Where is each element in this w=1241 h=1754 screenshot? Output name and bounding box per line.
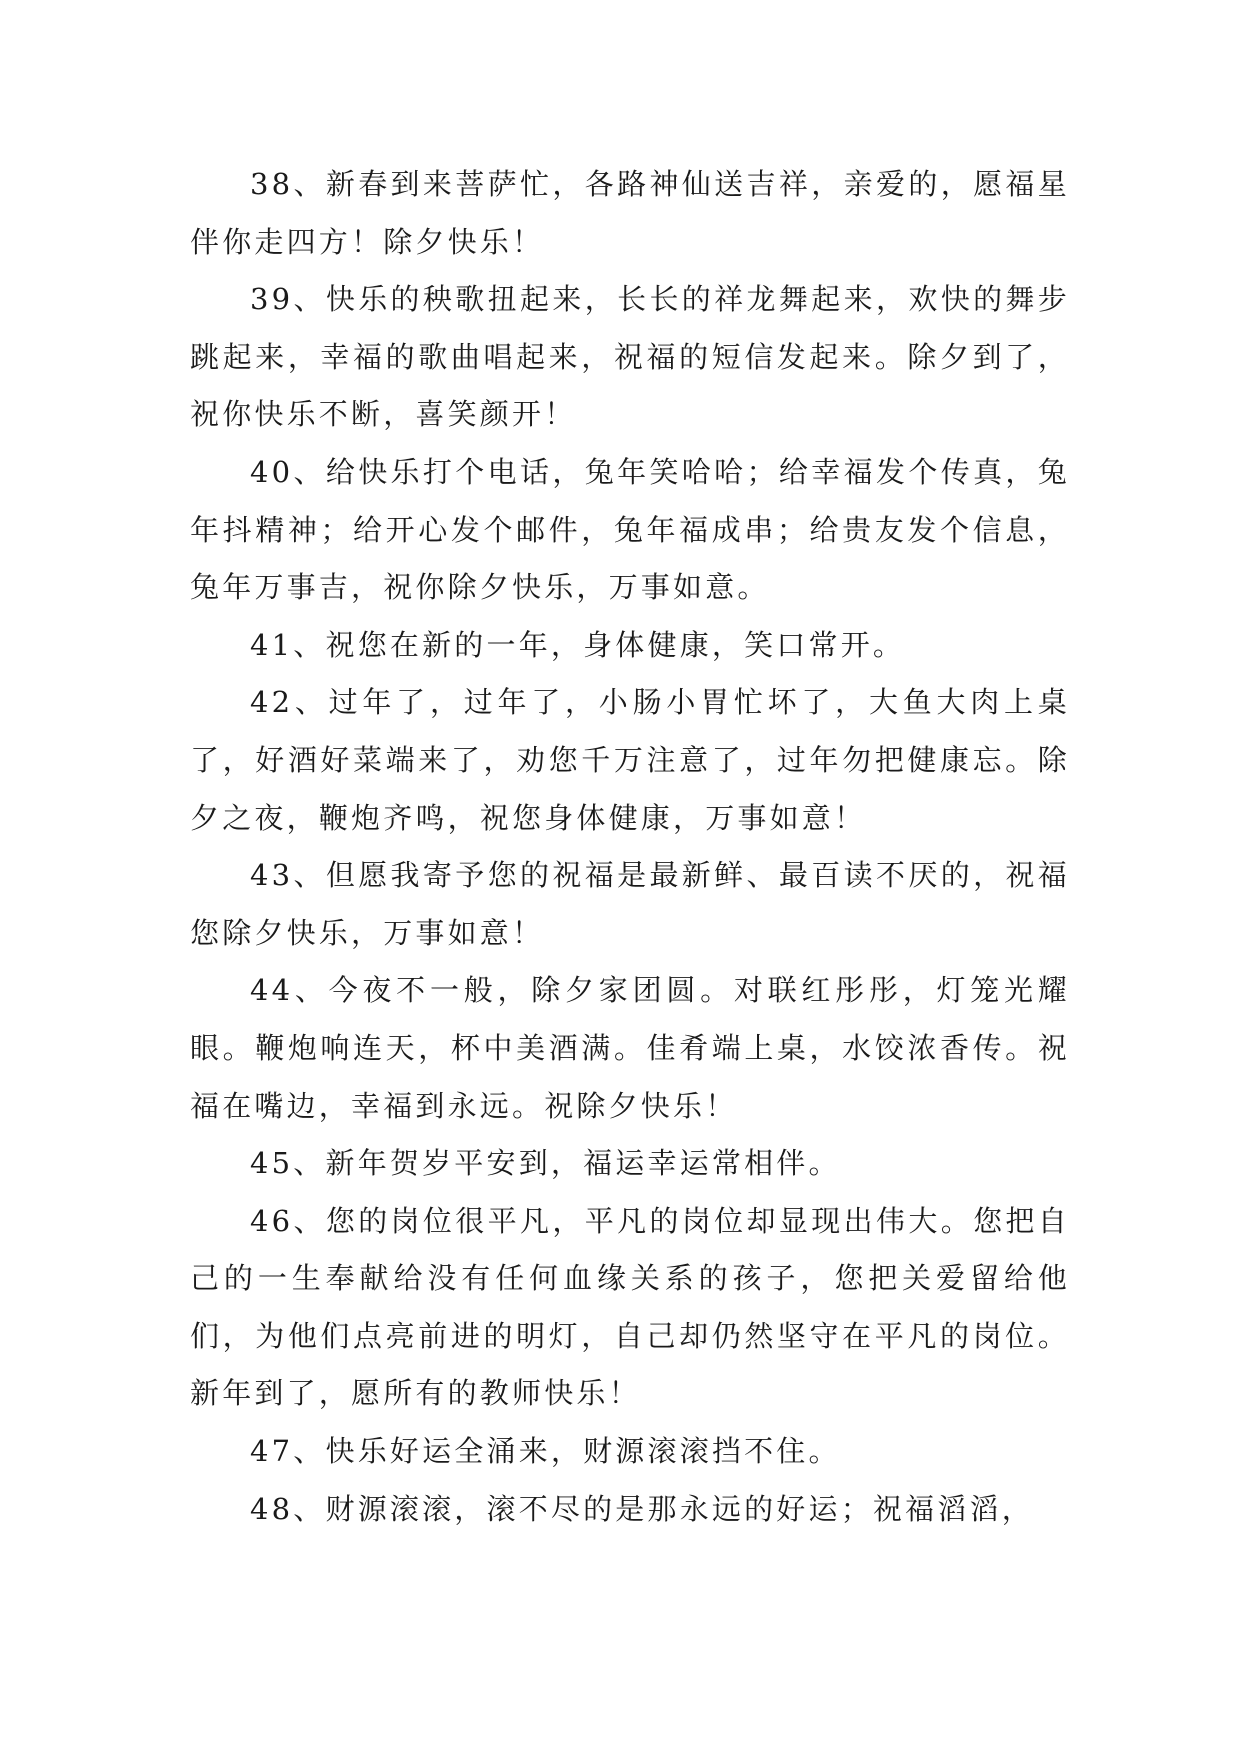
greeting-paragraph-38: 38、新春到来菩萨忙，各路神仙送吉祥，亲爱的，愿福星伴你走四方！除夕快乐！	[190, 167, 1070, 259]
greeting-paragraph-41: 41、祝您在新的一年，身体健康，笑口常开。	[250, 627, 906, 662]
greeting-paragraph-42: 42、过年了，过年了，小肠小胃忙坏了，大鱼大肉上桌了，好酒好菜端来了，劝您千万注意了，过年勿把健康忘。除夕之夜，鞭炮齐鸣，祝您身体健康，万事如意！	[190, 685, 1070, 835]
greeting-paragraph-39: 39、快乐的秧歌扭起来，长长的祥龙舞起来，欢快的舞步跳起来，幸福的歌曲唱起来，祝福的短信发起来。除夕到了，祝你快乐不断，喜笑颜开！	[190, 282, 1070, 432]
greeting-paragraph-40: 40、给快乐打个电话，兔年笑哈哈；给幸福发个传真，兔年抖精神；给开心发个邮件，兔年福成串；给贵友发个信息，兔年万事吉，祝你除夕快乐，万事如意。	[190, 454, 1070, 605]
document-body	[190, 156, 1070, 1538]
greeting-paragraph-45: 45、新年贺岁平安到，福运幸运常相伴。	[250, 1146, 841, 1181]
greeting-paragraph-46: 46、您的岗位很平凡，平凡的岗位却显现出伟大。您把自己的一生奉献给没有任何血缘关系的孩子，您把关爱留给他们，为他们点亮前进的明灯，自己却仍然坚守在平凡的岗位。新年到了，愿所有的教师快乐！	[190, 1203, 1070, 1411]
greeting-paragraph-44: 44、今夜不一般，除夕家团圆。对联红彤彤，灯笼光耀眼。鞭炮响连天，杯中美酒满。佳肴端上桌，水饺浓香传。祝福在嘴边，幸福到永远。祝除夕快乐！	[190, 973, 1070, 1123]
greeting-paragraph-43: 43、但愿我寄予您的祝福是最新鲜、最百读不厌的，祝福您除夕快乐，万事如意！	[190, 858, 1070, 950]
greeting-paragraph-48: 48、财源滚滚，滚不尽的是那永远的好运；祝福滔滔，	[250, 1491, 1034, 1526]
greeting-paragraph-47: 47、快乐好运全涌来，财源滚滚挡不住。	[250, 1434, 841, 1469]
